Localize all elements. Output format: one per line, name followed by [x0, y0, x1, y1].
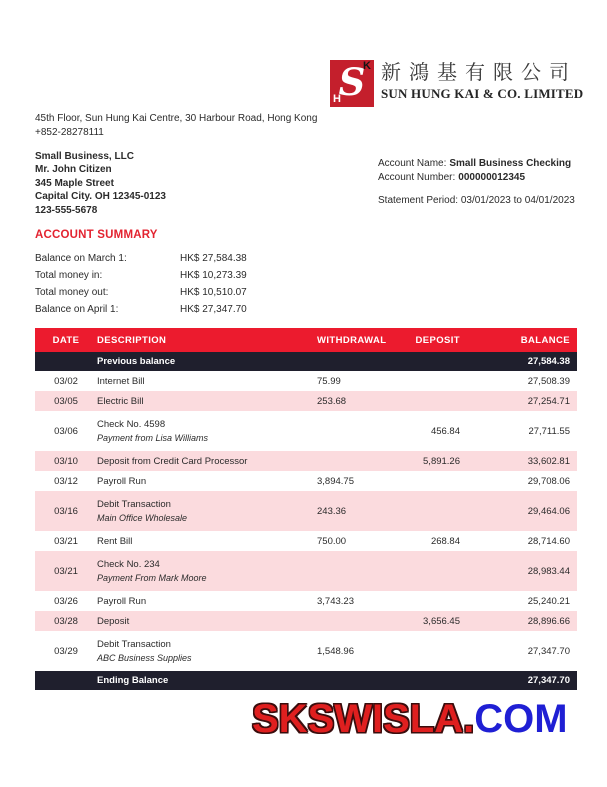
customer-line: Small Business, LLC: [35, 151, 134, 162]
table-row: [35, 551, 577, 591]
txn-balance: 28,896.66: [527, 615, 570, 627]
txn-description: [97, 476, 317, 487]
txn-balance: 27,508.39: [527, 375, 570, 387]
txn-description-main: Electric Bill: [97, 395, 144, 407]
customer-line: Mr. John Citizen: [35, 164, 112, 176]
summary-row: [35, 301, 247, 318]
bank-name-block: [381, 60, 583, 102]
txn-description-main: Check No. 234: [97, 559, 160, 570]
table-row: [35, 631, 577, 671]
account-info-block: [378, 157, 575, 208]
txn-balance: 25,240.21: [527, 595, 570, 607]
txn-deposit: 268.84: [430, 535, 460, 547]
watermark-secondary: COM: [474, 697, 568, 741]
txn-balance: 28,983.44: [527, 565, 570, 577]
table-row: [35, 471, 577, 491]
summary-value: HK$ 27,347.70: [180, 304, 247, 315]
bank-phone: +852-28278111: [35, 127, 104, 138]
account-name-label: Account Name:: [378, 158, 447, 169]
txn-balance: 29,708.06: [527, 475, 570, 487]
watermark-primary: SKSWISLA.: [252, 697, 475, 741]
txn-description-note: ABC Business Supplies: [97, 653, 192, 663]
txn-date: 03/28: [54, 615, 78, 627]
ending-balance-label: Ending Balance: [97, 675, 169, 686]
txn-description: [97, 456, 317, 467]
txn-description: [97, 616, 317, 627]
logo-letter-h: H: [333, 93, 341, 105]
summary-value: HK$ 10,510.07: [180, 287, 247, 298]
bank-name-english: SUN HUNG KAI & CO. LIMITED: [381, 86, 584, 101]
txn-description: [97, 639, 317, 663]
ending-balance-row: [35, 671, 577, 690]
previous-balance-label: Previous balance: [97, 356, 176, 367]
txn-withdrawal: 243.36: [317, 505, 347, 517]
summary-label: Balance on April 1:: [35, 304, 119, 315]
table-row: [35, 391, 577, 411]
txn-description-main: Debit Transaction: [97, 499, 171, 510]
txn-withdrawal: 3,743.23: [317, 595, 354, 607]
previous-balance-row: [35, 352, 577, 371]
summary-row: [35, 250, 247, 267]
bank-address-block: [35, 112, 317, 140]
txn-description-main: Debit Transaction: [97, 639, 171, 650]
table-header-row: [35, 328, 577, 352]
transactions-table: [35, 328, 577, 690]
customer-block: [35, 150, 166, 217]
txn-balance: 27,254.71: [527, 395, 570, 407]
txn-withdrawal: 750.00: [317, 535, 347, 547]
table-row: [35, 591, 577, 611]
txn-date: 03/12: [54, 475, 78, 487]
txn-description-note: Payment From Mark Moore: [97, 573, 207, 583]
summary-row: [35, 267, 247, 284]
txn-withdrawal: 1,548.96: [317, 645, 354, 657]
txn-description: [97, 559, 317, 583]
summary-label: Balance on March 1:: [35, 253, 127, 264]
txn-description: [97, 596, 317, 607]
txn-date: 03/26: [54, 595, 78, 607]
txn-withdrawal: 253.68: [317, 395, 347, 407]
txn-description-main: Payroll Run: [97, 475, 147, 487]
txn-description-main: Check No. 4598: [97, 419, 166, 430]
table-row: [35, 531, 577, 551]
account-name-value: Small Business Checking: [449, 158, 572, 169]
txn-deposit: 3,656.45: [423, 615, 460, 627]
txn-description: [97, 536, 317, 547]
account-number-line: [378, 171, 575, 185]
txn-description-note: Payment from Lisa Williams: [97, 433, 208, 443]
txn-withdrawal: 75.99: [317, 375, 341, 387]
txn-balance: 27,347.70: [527, 645, 570, 657]
table-row: [35, 451, 577, 471]
txn-description-note: Main Office Wholesale: [97, 513, 188, 523]
txn-deposit: 5,891.26: [423, 455, 460, 467]
txn-date: 03/05: [54, 395, 78, 407]
table-row: [35, 371, 577, 391]
txn-balance: 33,602.81: [527, 455, 570, 467]
txn-balance: 29,464.06: [527, 505, 570, 517]
statement-period: Statement Period: 03/01/2023 to 04/01/2023: [378, 195, 575, 206]
shk-logo-icon: [330, 60, 374, 107]
txn-date: 03/10: [54, 455, 78, 467]
txn-date: 03/16: [54, 505, 78, 517]
logo-letter-s: S: [338, 59, 366, 104]
table-row: [35, 411, 577, 451]
account-name-line: [378, 157, 575, 171]
table-body: [35, 371, 577, 671]
customer-line: 345 Maple Street: [35, 177, 114, 189]
txn-description: [97, 376, 317, 387]
summary-value: HK$ 10,273.39: [180, 270, 247, 281]
customer-line: Capital City. OH 12345-0123: [35, 191, 166, 203]
account-number-label: Account Number:: [378, 172, 456, 183]
ending-balance-amount: 27,347.70: [527, 675, 570, 686]
col-header-balance: BALANCE: [520, 334, 570, 346]
col-header-date: DATE: [52, 334, 80, 346]
txn-date: 03/21: [54, 535, 78, 547]
account-summary-title: ACCOUNT SUMMARY: [35, 229, 158, 241]
table-row: [35, 611, 577, 631]
previous-balance-amount: 27,584.38: [527, 356, 570, 367]
txn-withdrawal: 3,894.75: [317, 475, 354, 487]
bank-address-line: 45th Floor, Sun Hung Kai Centre, 30 Harbour Road, Hong Kong: [35, 113, 318, 124]
txn-description-main: Payroll Run: [97, 595, 147, 607]
account-summary-block: [35, 250, 247, 318]
logo-letter-k: K: [363, 60, 371, 72]
summary-value: HK$ 27,584.38: [180, 253, 247, 264]
col-header-description: DESCRIPTION: [97, 334, 167, 346]
txn-description: [97, 396, 317, 407]
txn-balance: 28,714.60: [527, 535, 570, 547]
txn-date: 03/02: [54, 375, 78, 387]
bank-name-chinese: 新鴻基有限公司: [381, 62, 577, 84]
bank-logo: [330, 60, 583, 107]
txn-date: 03/21: [54, 565, 78, 577]
txn-description: [97, 499, 317, 523]
txn-description-main: Internet Bill: [97, 375, 145, 387]
col-header-deposit: DEPOSIT: [415, 334, 460, 346]
txn-description: [97, 419, 317, 443]
txn-date: 03/29: [54, 645, 78, 657]
txn-description-main: Deposit: [97, 615, 130, 627]
txn-balance: 27,711.55: [528, 425, 570, 437]
summary-row: [35, 284, 247, 301]
txn-deposit: 456.84: [430, 425, 460, 437]
table-row: [35, 491, 577, 531]
watermark: [252, 697, 568, 741]
account-number-value: 000000012345: [458, 172, 526, 183]
col-header-withdrawal: WITHDRAWAL: [317, 334, 387, 346]
customer-line: 123-555-5678: [35, 204, 98, 216]
txn-date: 03/06: [54, 425, 78, 437]
summary-label: Total money in:: [35, 270, 103, 281]
txn-description-main: Rent Bill: [97, 535, 133, 547]
summary-label: Total money out:: [35, 287, 109, 298]
txn-description-main: Deposit from Credit Card Processor: [97, 455, 248, 467]
